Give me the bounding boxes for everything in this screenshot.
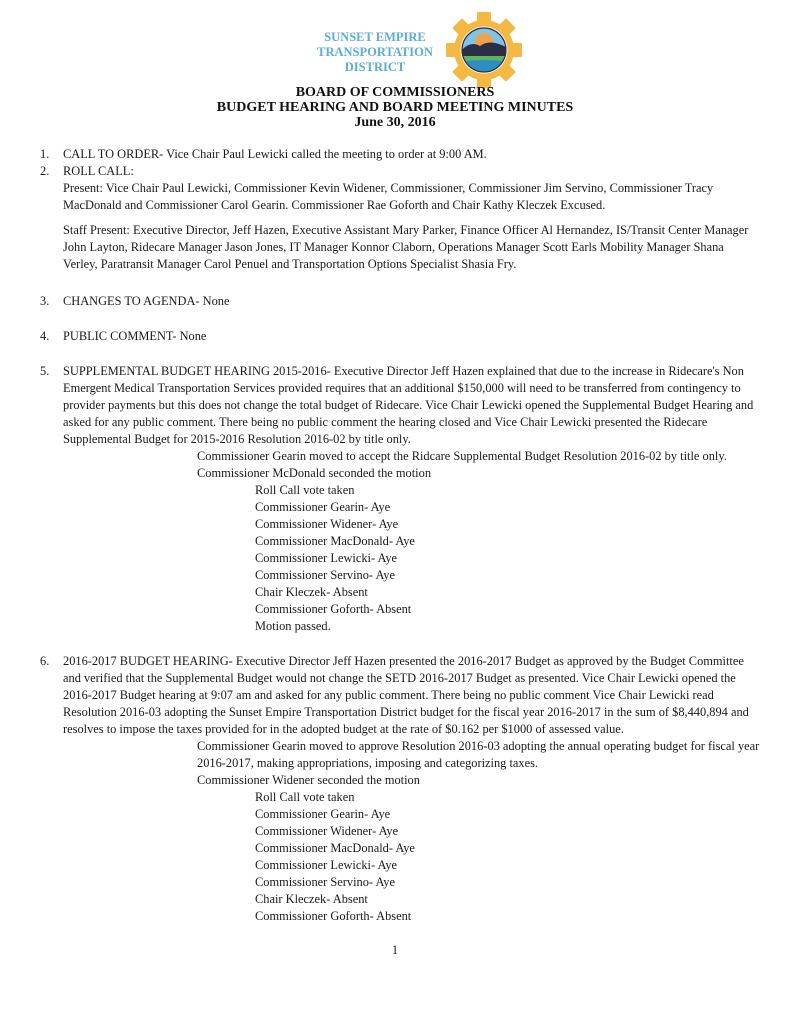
item-number: 2. bbox=[40, 164, 50, 178]
org-name-line-3: DISTRICT bbox=[344, 60, 406, 74]
agenda-item-budget-hearing-2016-2017 bbox=[40, 653, 760, 925]
vote-line: Commissioner Widener- Aye bbox=[255, 517, 399, 531]
agenda-item-call-to-order bbox=[40, 146, 760, 163]
org-name-line-1: SUNSET EMPIRE bbox=[324, 30, 426, 44]
vote-line: Commissioner Lewicki- Aye bbox=[255, 858, 398, 872]
minutes-body bbox=[40, 146, 760, 925]
present-list: Present: Vice Chair Paul Lewicki, Commissioner Kevin Widener, Commissioner, Commissioner Jim Servino, Commissioner Tracy MacDonald and Commissioner Carol Gearin. Commissioner Rae Goforth and Chair Kathy Kleczek Excused. bbox=[63, 181, 714, 212]
item-number: 1. bbox=[40, 147, 50, 161]
org-name bbox=[305, 30, 445, 75]
meeting-date: June 30, 2016 bbox=[354, 115, 436, 130]
title-line-1: BOARD OF COMMISSIONERS bbox=[295, 85, 495, 100]
staff-present-list: Staff Present: Executive Director, Jeff Hazen, Executive Assistant Mary Parker, Finance Officer Al Hernandez, IS/Transit Center Manager John Layton, Ridecare Manager Jason Jones, IT Manager Konnor Claborn, Operations Manager Scott Earls Mobility Manager Shana Verley, Paratransit Manager Carol Penuel and Transportation Options Specialist Shasia Fry. bbox=[63, 223, 749, 271]
agenda-item-changes-to-agenda bbox=[40, 293, 760, 310]
gear-sunset-logo-icon bbox=[446, 12, 522, 88]
motion-text: Commissioner Gearin moved to accept the Ridcare Supplemental Budget Resolution 2016-02 by title only. bbox=[197, 449, 727, 463]
item-text: PUBLIC COMMENT- None bbox=[63, 329, 207, 343]
vote-line: Commissioner Goforth- Absent bbox=[255, 602, 412, 616]
vote-line: Roll Call vote taken bbox=[255, 483, 355, 497]
vote-line: Chair Kleczek- Absent bbox=[255, 585, 368, 599]
vote-line: Commissioner Gearin- Aye bbox=[255, 500, 391, 514]
second-text: Commissioner McDonald seconded the motion bbox=[197, 466, 432, 480]
vote-line: Commissioner MacDonald- Aye bbox=[255, 841, 415, 855]
item-number: 6. bbox=[40, 654, 50, 668]
vote-line: Roll Call vote taken bbox=[255, 790, 355, 804]
vote-line: Commissioner Servino- Aye bbox=[255, 875, 395, 889]
item-number: 3. bbox=[40, 294, 50, 308]
vote-line: Commissioner Goforth- Absent bbox=[255, 909, 412, 923]
vote-result: Motion passed. bbox=[255, 619, 331, 633]
page-number: 1 bbox=[391, 943, 399, 957]
letterhead bbox=[0, 8, 790, 88]
title-line-2: BUDGET HEARING AND BOARD MEETING MINUTES bbox=[216, 100, 574, 115]
item-text: 2016-2017 BUDGET HEARING- Executive Director Jeff Hazen presented the 2016-2017 Budget as approved by the Budget Committee and verified that the Supplemental Budget would not change the SETD 2016-2017 Budget as presented. Vice Chair Lewicki opened the 2016-2017 Budget hearing at 9:07 am and asked for any public comment. There being no public comment Vice Chair Lewicki read Resolution 2016-03 adopting the Sunset Empire Transportation District budget for the fiscal year 2016-2017 in the sum of $8,440,894 and resolves to impose the taxes provided for in the adopted budget at the rate of $0.162 per $1000 of assessed value. bbox=[63, 654, 749, 736]
item-number: 5. bbox=[40, 364, 50, 378]
vote-line: Commissioner Widener- Aye bbox=[255, 824, 399, 838]
vote-line: Commissioner Lewicki- Aye bbox=[255, 551, 398, 565]
agenda-item-public-comment bbox=[40, 328, 760, 345]
vote-line: Commissioner Servino- Aye bbox=[255, 568, 395, 582]
vote-line: Commissioner Gearin- Aye bbox=[255, 807, 391, 821]
item-text: CALL TO ORDER- Vice Chair Paul Lewicki called the meeting to order at 9:00 AM. bbox=[63, 147, 487, 161]
page-title bbox=[0, 85, 790, 130]
second-text: Commissioner Widener seconded the motion bbox=[197, 773, 420, 787]
vote-line: Commissioner MacDonald- Aye bbox=[255, 534, 415, 548]
motion-text: Commissioner Gearin moved to approve Resolution 2016-03 adopting the annual operating budget for fiscal year 2016-2017, making appropriations, imposing and categorizing taxes. bbox=[197, 739, 760, 770]
agenda-item-supplemental-budget-hearing bbox=[40, 363, 760, 635]
org-name-line-2: TRANSPORTATION bbox=[317, 45, 433, 59]
item-text: CHANGES TO AGENDA- None bbox=[63, 294, 230, 308]
vote-line: Chair Kleczek- Absent bbox=[255, 892, 368, 906]
item-number: 4. bbox=[40, 329, 50, 343]
item-text: SUPPLEMENTAL BUDGET HEARING 2015-2016- Executive Director Jeff Hazen explained that due to the increase in Ridecare's Non Emergent Medical Transportation Services provided requires that an additional $150,000 will need to be transferred from contingency to provider payments but this does not change the total budget of Ridecare. Vice Chair Lewicki opened the Supplemental Budget Hearing and asked for any public comment. There being no public comment the hearing closed and Vice Chair Lewicki presented the Ridecare Supplemental Budget for 2015-2016 Resolution 2016-02 by title only. bbox=[63, 364, 754, 446]
agenda-item-roll-call bbox=[40, 163, 760, 273]
item-heading: ROLL CALL: bbox=[63, 164, 134, 178]
